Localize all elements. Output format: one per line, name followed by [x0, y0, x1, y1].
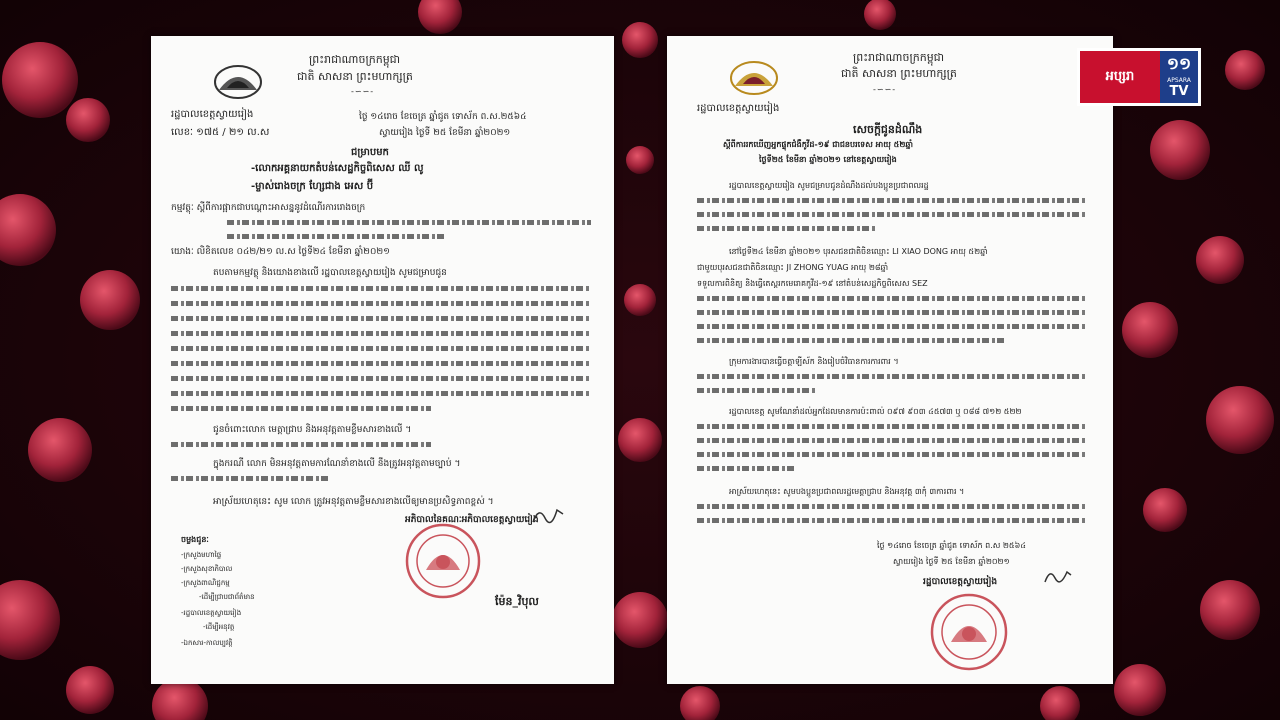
recipient-1: -លោកអគ្គនាយកតំបន់សេដ្ឋកិច្ចពិសេស ឈី លូ — [251, 163, 424, 174]
text-line — [697, 466, 797, 471]
cc-item: -ឯកសារ-កាលប្បវត្តិ — [181, 639, 233, 647]
cc-item: -ដើម្បីជ្រាបជាព័ត៌មាន — [199, 593, 255, 601]
text-line — [227, 220, 591, 225]
reference-line: យោងៈ លិខិតលេខ ០៤២/២១ ល.ស ថ្ងៃទី២៤ ខែមីនា ឆ្នាំ២០២១ — [171, 247, 390, 257]
signatory-name: ម៉ែន_វិបុល — [495, 595, 539, 608]
motto-kingdom: ព្រះរាជាណាចក្រកម្ពុជា — [309, 53, 401, 66]
recipient-2: -ម្ចាស់រោងចក្រ ហ្សែជាង អេស ប៊ី — [251, 181, 374, 192]
text-line — [697, 438, 1087, 443]
closing-line: អាស្រ័យហេតុនេះ សូម លោក ត្រូវអនុវត្តតាមខ្លឹមសារខាងលើឲ្យមានប្រសិទ្ធភាពខ្ពស់ ។ — [213, 497, 494, 507]
text-line — [697, 324, 1087, 329]
text-line — [697, 310, 1087, 315]
motto-ornament: -∽∽- — [351, 87, 375, 96]
channel-number: ១១ — [1166, 54, 1192, 73]
solar-date: ស្វាយរៀង ថ្ងៃទី ២៥ ខែមីនា ឆ្នាំ២០២១ — [893, 557, 1010, 566]
provincial-emblem-icon — [729, 56, 779, 96]
motto-kingdom: ព្រះរាជាណាចក្រកម្ពុជា — [853, 51, 945, 64]
left-letter-document — [151, 36, 614, 684]
cc-item: -ក្រសួងមហាផ្ទៃ — [181, 551, 222, 559]
body-paragraph-3: ក្នុងករណី លោក មិនអនុវត្តតាមការណែនាំខាងលើ នឹងត្រូវអនុវត្តតាមច្បាប់ ។ — [213, 459, 461, 469]
text-line — [697, 374, 1087, 379]
paragraph-2b: ជាមួយបុរសជនជាតិចិនឈ្មោះ JI ZHONG YUAG អាយុ ២៨ឆ្នាំ — [697, 263, 889, 272]
body-paragraph-2: ជូនចំពោះលោក មេត្តាជ្រាប និងអនុវត្តតាមខ្លឹមសារខាងលើ ។ — [213, 425, 412, 435]
lunar-date: ថ្ងៃ ១៤រោច ខែចេត្រ ឆ្នាំជូត ទោស័ក ព.ស.២៥៦៤ — [359, 112, 527, 122]
apsara-tv-logo — [1077, 48, 1201, 106]
text-line — [171, 361, 591, 366]
text-line — [171, 476, 331, 481]
notice-subtitle-2: ថ្ងៃទី២៥ ខែមីនា ឆ្នាំ២០២១ នៅខេត្តស្វាយរៀង — [759, 155, 897, 164]
text-line — [697, 338, 1007, 343]
paragraph-1: រដ្ឋបាលខេត្តស្វាយរៀង សូមជម្រាបជូនដំណឹងដល់បងប្អូនប្រជាពលរដ្ឋ — [729, 181, 929, 190]
text-line — [171, 406, 431, 411]
motto-nation: ជាតិ សាសនា ព្រះមហាក្សត្រ — [841, 67, 957, 80]
provincial-emblem-icon — [213, 60, 263, 100]
text-line — [697, 296, 1087, 301]
text-line — [697, 452, 1087, 457]
text-line — [171, 331, 591, 336]
notice-title: សេចក្តីជូនដំណឹង — [853, 123, 923, 136]
channel-name: អប្សរា — [1105, 69, 1135, 84]
cc-item: -ក្រសួងពាណិជ្ជកម្ម — [181, 579, 230, 587]
signatory-title: រដ្ឋបាលខេត្តស្វាយរៀង — [923, 577, 998, 587]
motto-nation: ជាតិ សាសនា ព្រះមហាក្សត្រ — [297, 70, 413, 83]
text-line — [697, 518, 1087, 523]
issuer-name: រដ្ឋបាលខេត្តស្វាយរៀង — [697, 103, 780, 114]
text-line — [697, 198, 1087, 203]
text-line — [171, 391, 591, 396]
official-stamp-icon — [929, 592, 1009, 672]
paragraph-3: ទទួលការពិនិត្យ និងធ្វើតេស្តរកមេរោគកូវីដ-១៩ នៅតំបន់សេដ្ឋកិច្ចពិសេស SEZ — [697, 279, 928, 288]
right-letter-document — [667, 36, 1113, 684]
text-line — [227, 234, 447, 239]
text-line — [171, 442, 431, 447]
official-stamp-icon — [404, 522, 482, 600]
subject-line: កម្មវត្ថុៈ ស្តីពីការផ្អាកជាបណ្តោះអាសន្ននូវដំណើរការរោងចក្រ — [171, 203, 366, 213]
channel-tv-label: TV — [1169, 84, 1189, 99]
text-line — [697, 226, 877, 231]
motto-ornament: -∽∽- — [873, 85, 897, 94]
signatory-title: អភិបាលនៃគណៈអភិបាលខេត្តស្វាយរៀង — [405, 515, 539, 525]
signature-icon — [1043, 566, 1073, 586]
cc-item: -ដើម្បីអនុវត្ត — [203, 623, 235, 631]
lunar-date: ថ្ងៃ ១៤រោច ខែចេត្រ ឆ្នាំជូត ទោស័ក ព.ស ២៥៦៤ — [877, 541, 1026, 550]
paragraph-5: រដ្ឋបាលខេត្ត សូមណែនាំដល់អ្នកដែលមានការប៉ះពាល់ ០៩៧ ៩០៣ ៤៥៧៣ ឬ ០៨៨ ៧១២ ៥២២ — [729, 407, 1022, 416]
text-line — [697, 212, 1087, 217]
signature-icon — [531, 504, 565, 526]
closing-line: អាស្រ័យហេតុនេះ សូមបងប្អូនប្រជាពលរដ្ឋមេត្តាជ្រាប និងអនុវត្ត ៣កុំ ៣ការពារ ។ — [729, 487, 965, 496]
text-line — [171, 286, 591, 291]
solar-date: ស្វាយរៀង ថ្ងៃទី ២៥ ខែមីនា ឆ្នាំ២០២១ — [379, 128, 511, 138]
paragraph-4: ក្រុមការងារបានធ្វើចត្តាឡីស័ក និងរៀបចំវិធានការការពារ ។ — [729, 357, 899, 366]
notice-subtitle-1: ស្តីពីការរកឃើញអ្នកផ្ទុកជំងឺកូវីដ-១៩ ជាជនបរទេស អាយុ ៥២ឆ្នាំ — [723, 140, 913, 149]
text-line — [697, 388, 817, 393]
text-line — [171, 316, 591, 321]
text-line — [171, 376, 591, 381]
channel-small-text: APSARA — [1167, 77, 1191, 84]
paragraph-2a: នៅថ្ងៃទី២៤ ខែមីនា ឆ្នាំ២០២១ បុរសជនជាតិចិនឈ្មោះ LI XIAO DONG អាយុ ៥២ឆ្នាំ — [729, 247, 988, 256]
cc-item: -ក្រសួងសុខាភិបាល — [181, 565, 233, 573]
text-line — [697, 504, 1087, 509]
channel-number-panel — [1160, 51, 1198, 103]
text-line — [697, 424, 1087, 429]
letter-title: ជម្រាបមក — [351, 147, 389, 158]
text-line — [171, 301, 591, 306]
text-line — [171, 346, 591, 351]
cc-heading: ចម្លងជូនៈ — [181, 535, 209, 544]
body-paragraph-1: តបតាមកម្មវត្ថុ និងយោងខាងលើ រដ្ឋបាលខេត្តស្វាយរៀង សូមជម្រាបជូន — [213, 268, 447, 278]
cc-item: -រដ្ឋបាលខេត្តស្វាយរៀង — [181, 609, 242, 617]
reference-number: លេខៈ ១៧៥ / ២១ ល.ស — [171, 127, 270, 138]
issuer-name: រដ្ឋបាលខេត្តស្វាយរៀង — [171, 109, 254, 120]
